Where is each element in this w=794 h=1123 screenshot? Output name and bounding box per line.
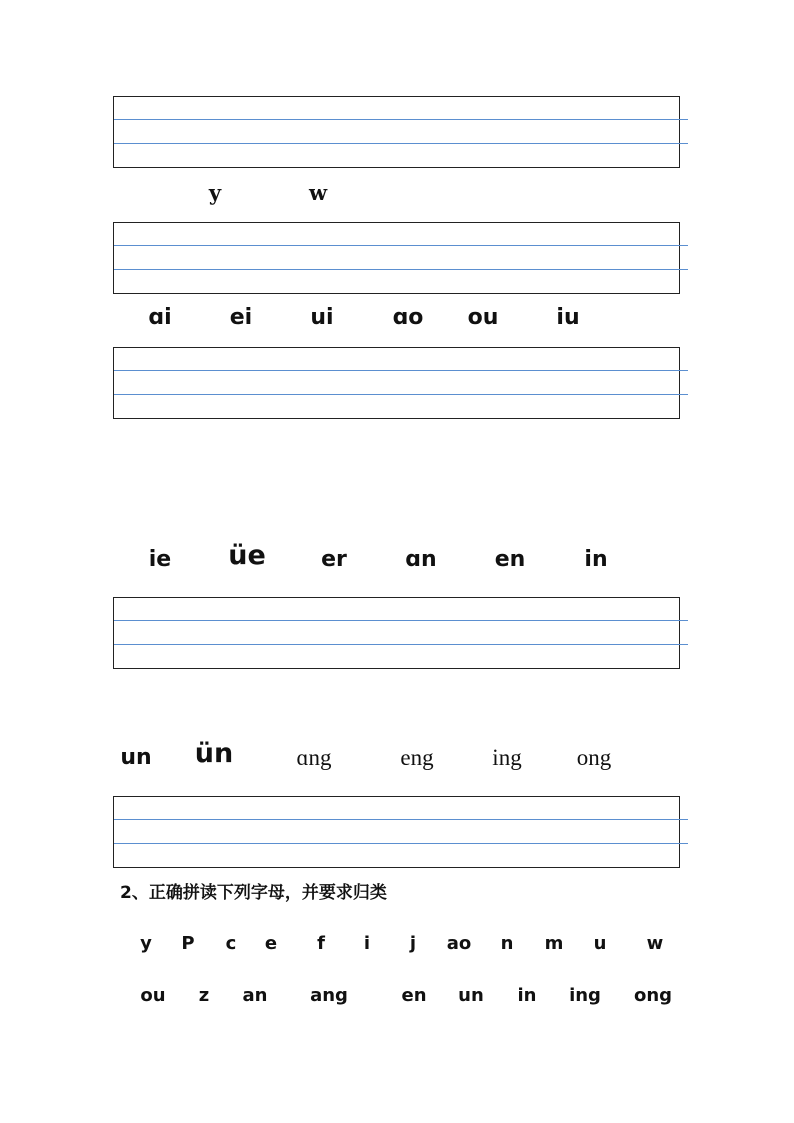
pinyin-label: ei xyxy=(229,305,253,330)
exercise-letter: an xyxy=(242,985,268,1006)
guide-line xyxy=(114,620,688,621)
pinyin-label: ɑo xyxy=(392,305,424,330)
guide-line xyxy=(114,119,688,120)
exercise-letter: en xyxy=(401,985,427,1006)
pinyin-label: ɑng xyxy=(296,745,332,770)
exercise-letter: y xyxy=(140,933,152,954)
exercise-letter: un xyxy=(458,985,484,1006)
pinyin-label: ɑn xyxy=(405,547,437,572)
pinyin-label: ɑi xyxy=(148,305,172,330)
exercise-letter: ing xyxy=(569,985,601,1006)
pinyin-label: eng xyxy=(400,745,434,770)
letter-label: y xyxy=(208,180,222,205)
exercise-letter: z xyxy=(198,985,210,1006)
exercise-letter: m xyxy=(544,933,564,954)
guide-line xyxy=(114,644,688,645)
exercise-letter: ao xyxy=(446,933,472,954)
letter-label: w xyxy=(308,180,328,205)
guide-line xyxy=(114,843,688,844)
pinyin-label: en xyxy=(494,547,526,572)
pinyin-label: in xyxy=(584,547,608,572)
exercise-letter: i xyxy=(363,933,371,954)
pinyin-label: ing xyxy=(492,745,522,770)
exercise-letter: w xyxy=(646,933,664,954)
pinyin-label: ou xyxy=(467,305,499,330)
exercise-letter: c xyxy=(225,933,237,954)
writing-box-4 xyxy=(113,597,680,669)
writing-box-1 xyxy=(113,96,680,168)
exercise-letter: u xyxy=(593,933,607,954)
guide-line xyxy=(114,370,688,371)
exercise-letter: f xyxy=(317,933,325,954)
pinyin-label: ie xyxy=(148,547,172,572)
pinyin-label: un xyxy=(120,745,152,770)
pinyin-label: ün xyxy=(194,738,234,769)
pinyin-label: ong xyxy=(576,745,612,770)
guide-line xyxy=(114,269,688,270)
exercise-letter: j xyxy=(409,933,417,954)
exercise-letter: e xyxy=(264,933,278,954)
exercise-letter: n xyxy=(500,933,514,954)
writing-box-3 xyxy=(113,347,680,419)
pinyin-label: er xyxy=(321,547,347,572)
writing-box-5 xyxy=(113,796,680,868)
exercise-letter: ou xyxy=(140,985,166,1006)
guide-line xyxy=(114,819,688,820)
exercise-letter: ang xyxy=(310,985,348,1006)
guide-line xyxy=(114,394,688,395)
exercise-letter: in xyxy=(517,985,537,1006)
guide-line xyxy=(114,245,688,246)
pinyin-label: iu xyxy=(556,305,580,330)
writing-box-2 xyxy=(113,222,680,294)
exercise-letter: ong xyxy=(633,985,673,1006)
guide-line xyxy=(114,143,688,144)
pinyin-label: üe xyxy=(228,540,266,571)
exercise-instruction: 2、正确拼读下列字母，并要求归类 xyxy=(120,883,387,903)
exercise-letter: P xyxy=(181,933,195,954)
pinyin-label: ui xyxy=(310,305,334,330)
